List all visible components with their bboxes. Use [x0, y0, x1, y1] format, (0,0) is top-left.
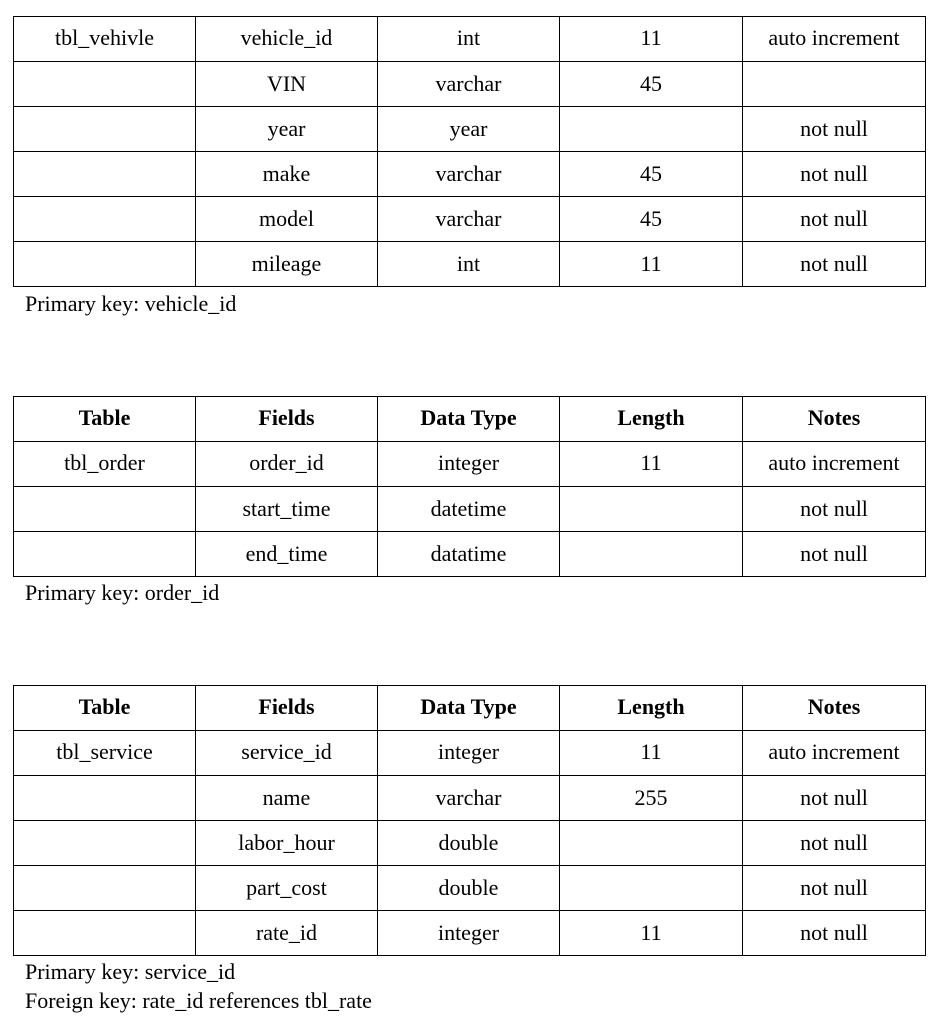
field-cell: order_id	[196, 442, 378, 487]
type-cell: int	[378, 17, 560, 62]
column-header-length: Length	[560, 686, 743, 731]
type-cell: integer	[378, 911, 560, 956]
table-row	[14, 442, 926, 487]
order-table	[13, 396, 926, 577]
notes-cell: not null	[743, 197, 926, 242]
table-name-cell: tbl_service	[14, 731, 196, 776]
primary-key-caption: Primary key: service_id	[25, 959, 236, 984]
table-name-cell	[14, 62, 196, 107]
column-header-data-type: Data Type	[378, 397, 560, 442]
table-name-cell: tbl_order	[14, 442, 196, 487]
length-cell: 45	[560, 152, 743, 197]
type-cell: year	[378, 107, 560, 152]
header-row	[14, 686, 926, 731]
table-row	[14, 866, 926, 911]
length-cell: 45	[560, 197, 743, 242]
table-name-cell	[14, 152, 196, 197]
header-row	[14, 397, 926, 442]
table-row	[14, 821, 926, 866]
column-header-fields: Fields	[196, 686, 378, 731]
notes-cell: not null	[743, 776, 926, 821]
type-cell: integer	[378, 442, 560, 487]
length-cell: 255	[560, 776, 743, 821]
table-row	[14, 17, 926, 62]
service-table	[13, 685, 926, 956]
field-cell: model	[196, 197, 378, 242]
table-row	[14, 62, 926, 107]
table-row	[14, 242, 926, 287]
length-cell	[560, 821, 743, 866]
field-cell: rate_id	[196, 911, 378, 956]
type-cell: varchar	[378, 152, 560, 197]
table-name-cell	[14, 776, 196, 821]
primary-key-caption: Primary key: order_id	[25, 580, 220, 605]
table-name-cell	[14, 242, 196, 287]
length-cell	[560, 487, 743, 532]
vehicle-table	[13, 16, 926, 287]
table-row	[14, 911, 926, 956]
notes-cell: not null	[743, 242, 926, 287]
type-cell: int	[378, 242, 560, 287]
type-cell: varchar	[378, 776, 560, 821]
column-header-length: Length	[560, 397, 743, 442]
type-cell: double	[378, 821, 560, 866]
table-row	[14, 107, 926, 152]
field-cell: make	[196, 152, 378, 197]
column-header-notes: Notes	[743, 686, 926, 731]
field-cell: mileage	[196, 242, 378, 287]
table-name-cell	[14, 487, 196, 532]
length-cell: 11	[560, 442, 743, 487]
column-header-data-type: Data Type	[378, 686, 560, 731]
length-cell: 11	[560, 731, 743, 776]
type-cell: integer	[378, 731, 560, 776]
notes-cell: not null	[743, 152, 926, 197]
type-cell: varchar	[378, 197, 560, 242]
field-cell: name	[196, 776, 378, 821]
notes-cell: not null	[743, 107, 926, 152]
type-cell: varchar	[378, 62, 560, 107]
column-header-table: Table	[14, 397, 196, 442]
field-cell: end_time	[196, 532, 378, 577]
length-cell: 45	[560, 62, 743, 107]
type-cell: double	[378, 866, 560, 911]
notes-cell: not null	[743, 911, 926, 956]
table-name-cell	[14, 197, 196, 242]
notes-cell: auto increment	[743, 731, 926, 776]
field-cell: service_id	[196, 731, 378, 776]
table-row	[14, 731, 926, 776]
field-cell: labor_hour	[196, 821, 378, 866]
notes-cell: not null	[743, 487, 926, 532]
column-header-table: Table	[14, 686, 196, 731]
column-header-notes: Notes	[743, 397, 926, 442]
length-cell	[560, 107, 743, 152]
length-cell: 11	[560, 17, 743, 62]
type-cell: datetime	[378, 487, 560, 532]
notes-cell: not null	[743, 866, 926, 911]
field-cell: year	[196, 107, 378, 152]
table-name-cell	[14, 866, 196, 911]
table-name-cell: tbl_vehivle	[14, 17, 196, 62]
notes-cell: not null	[743, 821, 926, 866]
field-cell: VIN	[196, 62, 378, 107]
notes-cell: not null	[743, 532, 926, 577]
notes-cell: auto increment	[743, 442, 926, 487]
table-row	[14, 487, 926, 532]
field-cell: part_cost	[196, 866, 378, 911]
primary-key-caption: Primary key: vehicle_id	[25, 291, 237, 316]
table-name-cell	[14, 107, 196, 152]
notes-cell	[743, 62, 926, 107]
length-cell	[560, 532, 743, 577]
table-row	[14, 776, 926, 821]
length-cell	[560, 866, 743, 911]
table-row	[14, 197, 926, 242]
table-name-cell	[14, 821, 196, 866]
column-header-fields: Fields	[196, 397, 378, 442]
length-cell: 11	[560, 242, 743, 287]
table-name-cell	[14, 911, 196, 956]
type-cell: datatime	[378, 532, 560, 577]
length-cell: 11	[560, 911, 743, 956]
table-row	[14, 532, 926, 577]
notes-cell: auto increment	[743, 17, 926, 62]
field-cell: start_time	[196, 487, 378, 532]
table-row	[14, 152, 926, 197]
foreign-key-caption: Foreign key: rate_id references tbl_rate	[25, 988, 372, 1013]
table-name-cell	[14, 532, 196, 577]
field-cell: vehicle_id	[196, 17, 378, 62]
